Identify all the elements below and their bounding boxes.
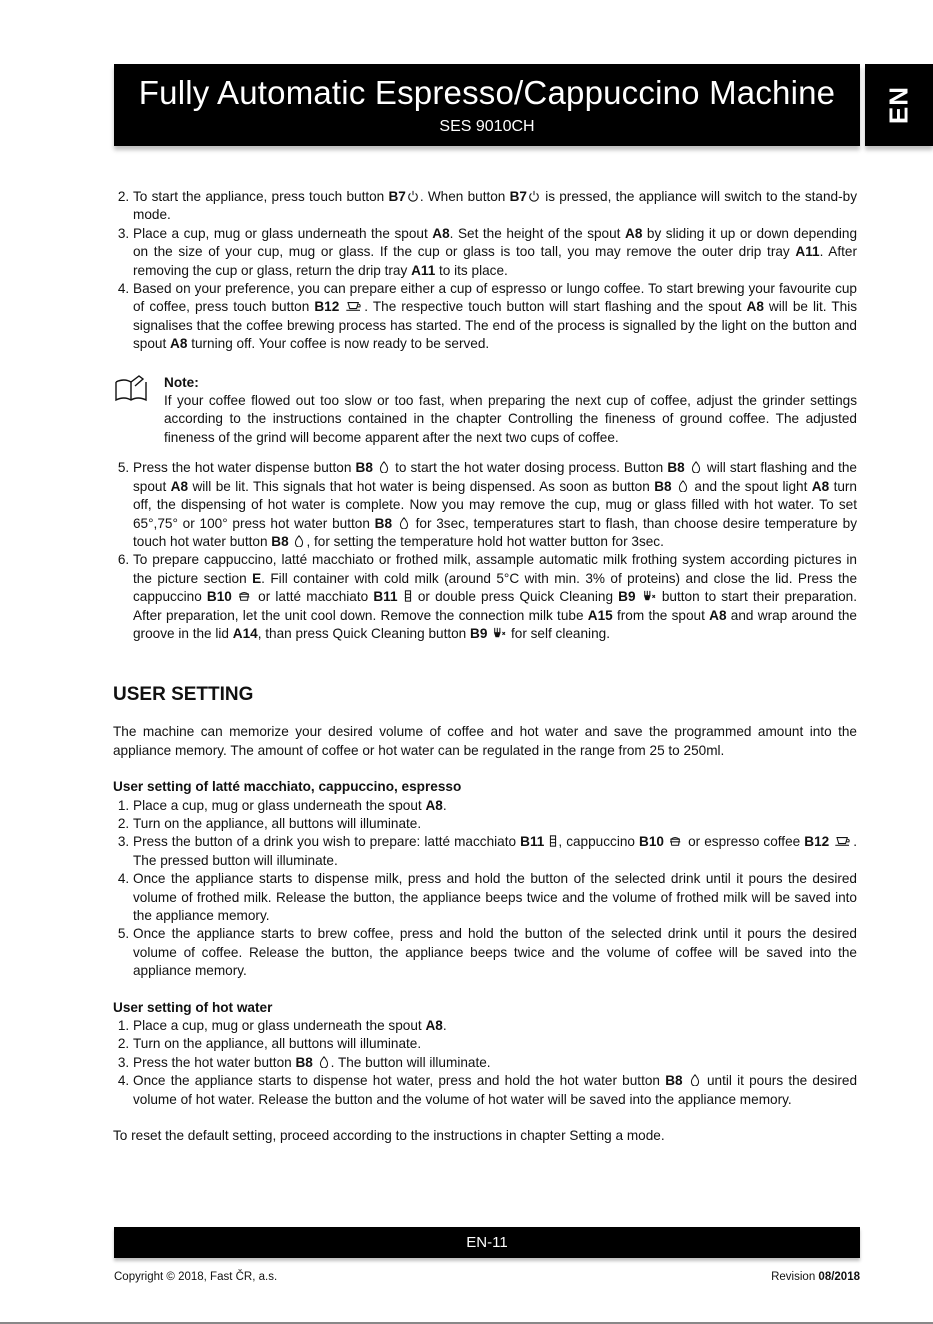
cappuccino-cup-icon [237, 590, 253, 602]
hot-water-setting-steps [113, 1017, 857, 1109]
drink-setting-steps [113, 797, 857, 981]
step-6: 6. To prepare cappuccino, latté macchiato or frothed milk, assample automatic milk frothing system according pictures in the picture section E. Fill container with cold milk (around 5°C with min. 3% of proteins) and close the lid. Press the cappuccino B10 or latté macchiato B11 or double press Quick Cleaning B9 button to start their preparation. After preparation, let the unit cool down. Remove the connection milk tube A15 from the spout A8 and wrap around the groove in the lid A14, than press Quick Cleaning button B9 for self cleaning. [133, 551, 857, 643]
latte-glass-icon [548, 835, 558, 847]
latte-glass-icon [403, 590, 413, 602]
espresso-cup-icon [833, 835, 853, 847]
section-heading-user-setting: USER SETTING [113, 684, 254, 706]
list-item: 2. Turn on the appliance, all buttons will illuminate. [133, 815, 857, 833]
language-tab [865, 64, 933, 146]
water-drop-icon [397, 517, 411, 529]
step-2: 2. To start the appliance, press touch button B7 . When button B7 is pressed, the appliance will switch to the stand-by mode. [133, 188, 857, 225]
main-content [113, 188, 857, 1145]
page-title: Fully Automatic Espresso/Cappuccino Machine [138, 74, 836, 111]
steps-mid [113, 459, 857, 643]
espresso-cup-icon [344, 300, 364, 312]
page-number-bar [114, 1227, 860, 1258]
water-drop-icon [688, 1074, 702, 1086]
subheading-hot-water: User setting of hot water [113, 999, 273, 1015]
copyright: Copyright © 2018, Fast ČR, a.s. [114, 1271, 278, 1283]
list-item: 4. Once the appliance starts to dispense hot water, press and hold the hot water button B8 until it pours the desired volume of hot water. Release the button and the volume of hot water will be saved into the appliance memory. [133, 1072, 857, 1109]
quick-cleaning-icon [491, 627, 507, 639]
step-4: 4. Based on your preference, you can prepare either a cup of espresso or lungo coffee. To start brewing your favourite cup of coffee, press touch button B12 . The respective touch button will start flashing and the spout A8 will be lit. This signalises that the coffee brewing process has started. The end of the process is signalled by the light on the button and spout A8 turning off. Your coffee is now ready to be served. [133, 280, 857, 354]
revision: Revision 08/2018 [771, 1271, 860, 1283]
step-3: 3. Place a cup, mug or glass underneath the spout A8. Set the height of the spout A8 by sliding it up or down depending on the size of your cup, mug or glass. If the cup or glass is too tall, you may remove the outer drip tray A11. After removing the cup or glass, return the drip tray A11 to its place. [133, 225, 857, 280]
power-icon [527, 190, 541, 202]
step-5: 5. Press the hot water dispense button B8 to start the hot water dosing process. Button B8 will start flashing and the spout A8 will be lit. This signals that hot water is being dispensed. As soon as button B8 and the spout light A8 turn off, the dispensing of hot water is complete. Now you may remove the cup, mug or glass filled with hot water. To set 65°,75° or 100° press hot water button B8 for 3sec, temperatures start to flash, than choose desire temperature by touch hot water button B8 , for setting the temperature hold hot watter button for 3sec. [133, 459, 857, 551]
list-item: 1. Place a cup, mug or glass underneath the spout A8. [133, 797, 857, 815]
language-label: EN [883, 85, 914, 125]
reset-instruction: To reset the default setting, proceed according to the instructions in chapter Setting a mode. [113, 1128, 665, 1144]
user-setting-intro: The machine can memorize your desired volume of coffee and hot water and save the programmed amount into the appliance memory. The amount of coffee or hot water can be regulated in the range from 25 to 250ml. [113, 724, 857, 758]
model-number: SES 9010CH [439, 118, 535, 135]
list-item: 3. Press the hot water button B8 . The button will illuminate. [133, 1054, 857, 1072]
cappuccino-cup-icon [668, 835, 684, 847]
steps-top [113, 188, 857, 354]
list-item: 3. Press the button of a drink you wish to prepare: latté macchiato B11 , cappuccino B10 or espresso coffee B12 . The pressed button will illuminate. [133, 833, 857, 870]
book-note-icon [113, 374, 149, 404]
water-drop-icon [676, 480, 690, 492]
list-item: 4. Once the appliance starts to dispense milk, press and hold the button of the selected drink until it pours the desired volume of frothed milk. Release the button, the appliance beeps twice and the volume of frothed milk will be saved into the appliance memory. [133, 870, 857, 925]
water-drop-icon [317, 1056, 331, 1068]
note-text: If your coffee flowed out too slow or too fast, when preparing the next cup of coffee, adjust the grinder settings according to the instructions contained in the chapter Controlling the fineness of ground coffee. The adjusted fineness of the grind will become apparent after the next two cups of coffee. [164, 393, 857, 445]
power-icon [406, 190, 420, 202]
header-bar [114, 64, 860, 146]
note-box [113, 374, 857, 448]
water-drop-icon [292, 535, 306, 547]
subheading-drinks: User setting of latté macchiato, cappuccino, espresso [113, 779, 462, 795]
page-number: EN-11 [466, 1234, 508, 1251]
note-label: Note: [164, 374, 199, 390]
list-item: 5. Once the appliance starts to brew coffee, press and hold the button of the selected drink until it pours the desired volume of coffee. Release the button, the appliance beeps twice and the volume of coffee will be saved into the appliance memory. [133, 925, 857, 980]
water-drop-icon [377, 461, 391, 473]
list-item: 2. Turn on the appliance, all buttons will illuminate. [133, 1035, 857, 1053]
list-item: 1. Place a cup, mug or glass underneath the spout A8. [133, 1017, 857, 1035]
water-drop-icon [689, 461, 703, 473]
quick-cleaning-icon [641, 590, 657, 602]
